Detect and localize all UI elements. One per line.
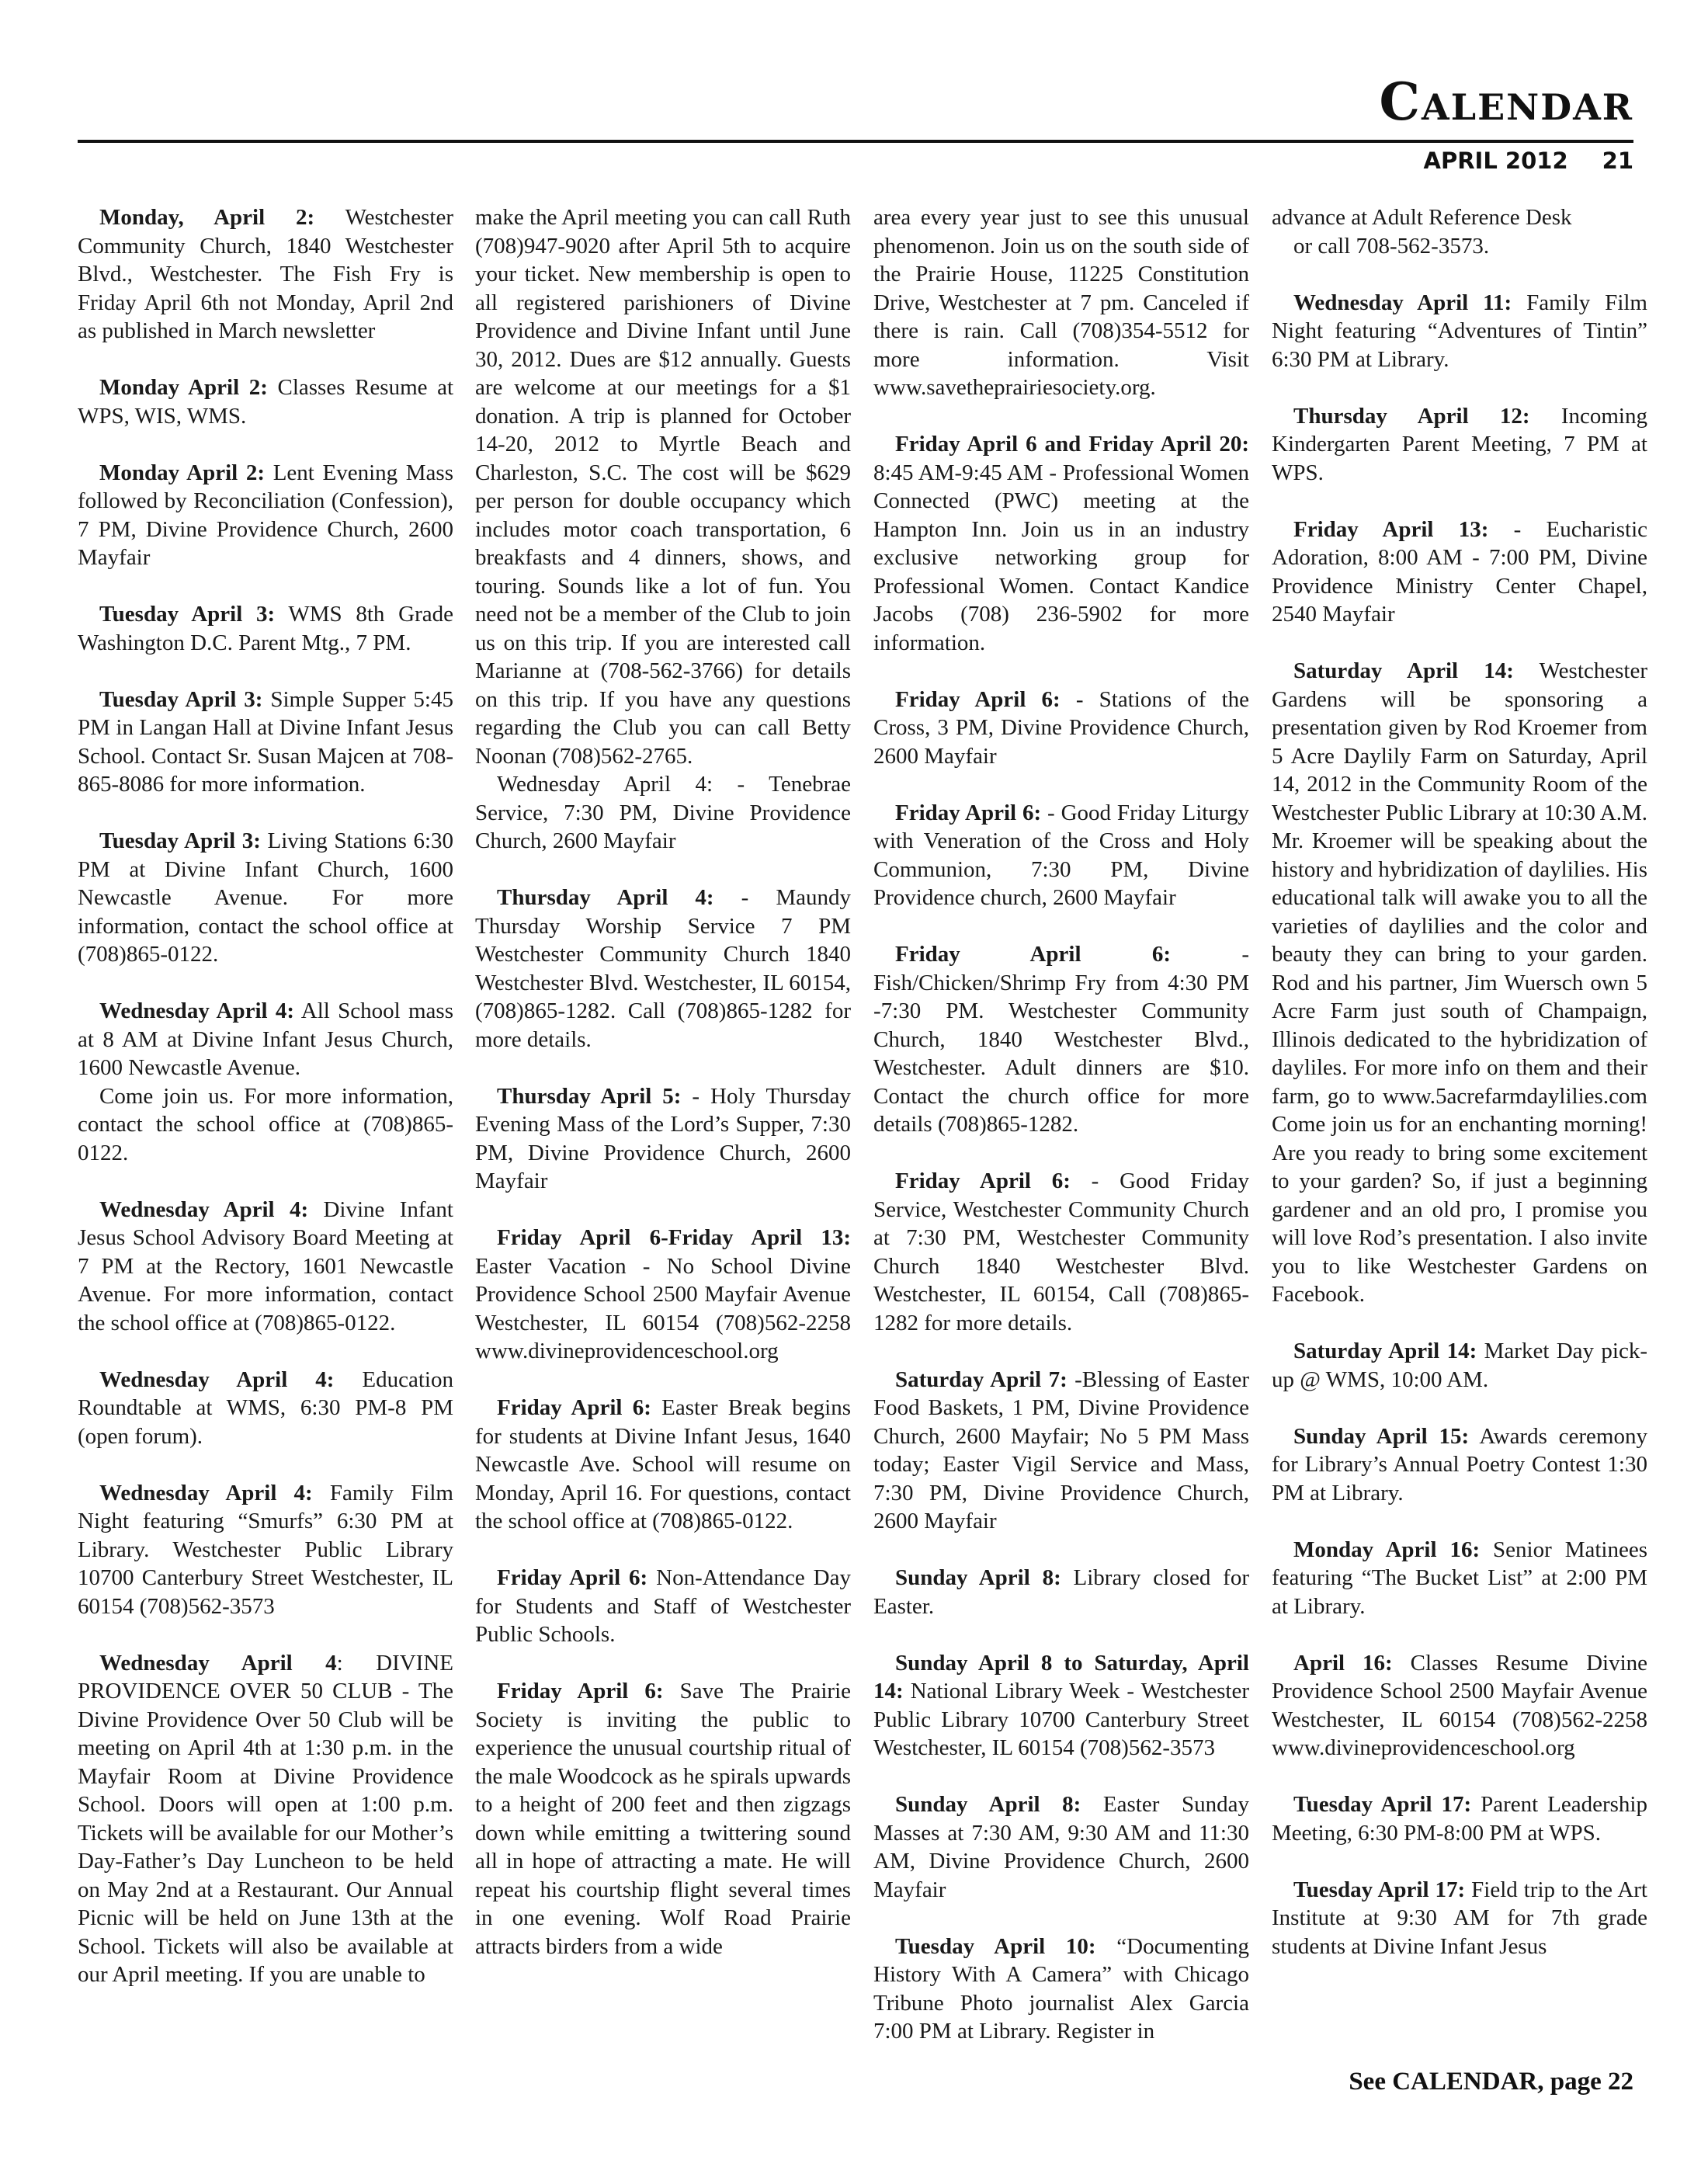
- entry-text: Market Day pick-up @ WMS, 10:00 AM.: [1272, 1339, 1647, 1392]
- entry-date-heading: Sunday April 8:: [895, 1565, 1061, 1590]
- entry-date-heading: Monday, April 2:: [99, 205, 315, 230]
- calendar-entry: [1272, 1337, 1647, 1394]
- entry-paragraph: [1272, 1536, 1647, 1621]
- calendar-entry: [1272, 1536, 1647, 1621]
- calendar-entry: [1272, 1422, 1647, 1508]
- calendar-column-1: [78, 203, 453, 2017]
- entry-text: Divine Infant Jesus School Advisory Board Meeting at 7 PM at the Rectory, 1601 Newcastle Avenue. For more information, contact the school office at (708)865-0122.: [78, 1196, 453, 1335]
- entry-paragraph: [78, 1366, 453, 1451]
- entry-text: “Documenting History With A Camera” with Chicago Tribune Photo journalist Alex Garcia 7:00 PM at Library. Register in: [873, 1933, 1249, 2044]
- entry-text: make the April meeting you can call Ruth (708)947-9020 after April 5th to acquire your ticket. New membership is open to all registered parishioners of Divine Providence and Divine Infant until June 30, 2012. Dues are $12 annually. Guests are welcome at our meetings for a $1 donation. A trip is planned for October 14-20, 2012 to Myrtle Beach and Charleston, S.C. The cost will be $629 per person for double occupancy which includes motor coach transportation, 6 breakfasts and 4 dinners, shows, and touring. Sounds like a lot of fun. You need not be a member of the Club to join us on this trip. If you are interested call Marianne at (708-562-3766) for details on this trip. If you have any questions regarding the Club you can call Betty Noonan (708)562-2765.: [475, 205, 852, 769]
- entry-date-heading: Thursday April 5:: [497, 1083, 682, 1109]
- section-title: Calendar: [1379, 71, 1633, 132]
- calendar-entry: [873, 686, 1249, 771]
- entry-date-heading: Wednesday April 4:: [99, 998, 295, 1023]
- calendar-entry: [873, 1649, 1249, 1762]
- entry-continuation: or call 708-562-3573.: [1293, 233, 1490, 259]
- entry-paragraph: [78, 827, 453, 969]
- entry-paragraph: [873, 1933, 1249, 2046]
- entry-paragraph: [1272, 1790, 1647, 1847]
- entry-text: Parent Leadership Meeting, 6:30 PM-8:00 PM at WPS.: [1272, 1792, 1647, 1846]
- entry-text: Lent Evening Mass followed by Reconciliation (Confession), 7 PM, Divine Providence Church, 2600 Mayfair: [78, 460, 454, 570]
- entry-date-heading: Friday April 6:: [497, 1565, 648, 1590]
- entry-text: Senior Matinees featuring “The Bucket List” at 2:00 PM at Library.: [1272, 1537, 1648, 1619]
- entry-paragraph: [1272, 1649, 1647, 1762]
- calendar-entry: [78, 1366, 453, 1451]
- entry-text: 8:45 AM-9:45 AM - Professional Women Connected (PWC) meeting at the Hampton Inn. Join us in an industry exclusive networking group for Professional Women. Contact Kandice Jacobs (708) 236-5902 for more information.: [873, 460, 1249, 655]
- entry-date-heading: Wednesday April 4:: [99, 1367, 335, 1392]
- entry-paragraph: [873, 686, 1249, 771]
- entry-paragraph: [873, 799, 1249, 912]
- entry-continuation: Come join us. For more information, contact the school office at (708)865-0122.: [78, 1083, 453, 1165]
- entry-text: Library closed for Easter.: [873, 1565, 1249, 1619]
- entry-text: Classes Resume Divine Providence School 2500 Mayfair Avenue Westchester, IL 60154 (708)562-2258 www.divineprovidenceschool.org: [1272, 1650, 1648, 1760]
- entry-date-heading: Saturday April 14:: [1293, 1339, 1477, 1363]
- entry-paragraph: [873, 1790, 1249, 1904]
- entry-text: - Good Friday Service, Westchester Community Church at 7:30 PM, Westchester Community Church 1840 Westchester Blvd. Westchester, IL 60154, Call (708)865-1282 for more details.: [873, 1169, 1249, 1335]
- entry-paragraph: [78, 600, 453, 657]
- entry-paragraph: [475, 1564, 851, 1649]
- entry-paragraph: [78, 686, 453, 799]
- entry-paragraph: [475, 884, 851, 1054]
- calendar-entry: [78, 600, 453, 657]
- calendar-entry: [1272, 1876, 1647, 1961]
- entry-date-heading: Wednesday April 4:: [99, 1196, 309, 1222]
- calendar-entry: [873, 799, 1249, 912]
- calendar-entry: [873, 203, 1249, 402]
- entry-date-heading: Friday April 6:: [895, 800, 1042, 825]
- entry-date-heading: April 16:: [1293, 1650, 1393, 1676]
- calendar-entry: [873, 1933, 1249, 2046]
- entry-text: Education Roundtable at WMS, 6:30 PM-8 PM (open forum).: [78, 1367, 453, 1449]
- calendar-column-2: [475, 203, 851, 1989]
- entry-text: area every year just to see this unusual phenomenon. Join us on the south side of the Prairie House, 11225 Constitution Drive, Westchester at 7 pm. Canceled if there is rain. Call (708)354-5512 for more information. Visit www.savetheprairiesociety.org.: [873, 205, 1249, 400]
- entry-text: advance at Adult Reference Desk: [1272, 205, 1572, 230]
- entry-paragraph: [475, 1677, 851, 1960]
- entry-text: Save The Prairie Society is inviting the public to experience the unusual courtship ritual of the male Woodcock as he spirals upwards to a height of 200 feet and then zigzags down while emitting a twittering sound all in hope of attracting a mate. He will repeat his courtship flight several times in one evening. Wolf Road Prairie attracts birders from a wide: [475, 1679, 852, 1959]
- issue-date: APRIL 2012: [1423, 148, 1568, 174]
- entry-paragraph: [1272, 516, 1647, 629]
- entry-text: Living Stations 6:30 PM at Divine Infant Church, 1600 Newcastle Avenue. For more information, contact the school office at (708)865-0122.: [78, 828, 453, 967]
- entry-date-heading: Monday April 2:: [99, 375, 268, 400]
- entry-continuation: Wednesday April 4: - Tenebrae Service, 7:30 PM, Divine Providence Church, 2600 Mayfair: [475, 772, 851, 853]
- entry-date-heading: Tuesday April 3:: [99, 686, 263, 712]
- calendar-entry: [873, 1167, 1249, 1337]
- entry-date-heading: Sunday April 15:: [1293, 1423, 1470, 1449]
- calendar-entry: [873, 1790, 1249, 1904]
- entry-date-heading: Tuesday April 10:: [895, 1933, 1096, 1959]
- calendar-entry: [1272, 516, 1647, 629]
- calendar-entry: [475, 1564, 851, 1649]
- entry-text: Field trip to the Art Institute at 9:30 AM for 7th grade students at Divine Infant Jesus: [1272, 1877, 1647, 1959]
- header-rule: [78, 140, 1633, 143]
- entry-date-heading: Friday April 6:: [497, 1679, 664, 1703]
- calendar-entry: [78, 1479, 453, 1621]
- calendar-column-3: [873, 203, 1249, 2074]
- entry-paragraph: [873, 1167, 1249, 1337]
- calendar-entry: [475, 1224, 851, 1366]
- calendar-entry: [475, 1082, 851, 1196]
- entry-paragraph: [78, 203, 453, 346]
- entry-text: - Holy Thursday Evening Mass of the Lord’s Supper, 7:30 PM, Divine Providence Church, 2600 Mayfair: [475, 1083, 851, 1193]
- calendar-entry: [873, 1366, 1249, 1536]
- entry-text: - Stations of the Cross, 3 PM, Divine Providence Church, 2600 Mayfair: [873, 686, 1250, 769]
- calendar-entry: [1272, 1649, 1647, 1762]
- calendar-entry: [78, 373, 453, 430]
- entry-date-heading: Sunday April 8:: [895, 1792, 1081, 1817]
- entry-date-heading: Saturday April 7:: [895, 1367, 1068, 1392]
- issue-line: [1424, 148, 1633, 174]
- calendar-entry: [873, 1564, 1249, 1620]
- calendar-entry: [873, 430, 1249, 657]
- entry-date-heading: Friday April 6 and Friday April 20:: [895, 432, 1249, 457]
- entry-paragraph: [475, 1082, 851, 1196]
- calendar-entry: [1272, 203, 1647, 260]
- entry-text: Incoming Kindergarten Parent Meeting, 7 PM at WPS.: [1272, 403, 1647, 485]
- entry-date-heading: Monday April 2:: [99, 460, 266, 485]
- calendar-entry: [78, 827, 453, 969]
- calendar-entry: [475, 1394, 851, 1536]
- entry-text: Easter Vacation - No School Divine Providence School 2500 Mayfair Avenue Westchester, IL 60154 (708)562-2258 www.divineprovidenceschool.org: [475, 1253, 851, 1363]
- entry-text: Awards ceremony for Library’s Annual Poetry Contest 1:30 PM at Library.: [1272, 1423, 1647, 1505]
- entry-paragraph: [873, 940, 1249, 1139]
- calendar-entry: [873, 940, 1249, 1139]
- calendar-entry: [78, 459, 453, 572]
- entry-paragraph: [873, 1564, 1249, 1620]
- entry-paragraph: [78, 1649, 453, 1989]
- entry-date-heading: Saturday April 14:: [1293, 658, 1514, 683]
- calendar-entry: [1272, 402, 1647, 488]
- entry-paragraph: [1272, 402, 1647, 488]
- entry-date-heading: Thursday April 4:: [497, 885, 714, 910]
- entry-date-heading: Tuesday April 17:: [1293, 1792, 1472, 1817]
- entry-paragraph: [873, 1649, 1249, 1762]
- calendar-column-4: [1272, 203, 1647, 1989]
- entry-paragraph: [78, 373, 453, 430]
- entry-paragraph: [1272, 1422, 1647, 1508]
- entry-text: WMS 8th Grade Washington D.C. Parent Mtg., 7 PM.: [78, 602, 453, 655]
- entry-date-heading: Friday April 6-Friday April 13:: [497, 1225, 851, 1250]
- entry-paragraph: [1272, 1337, 1647, 1394]
- entry-text: All School mass at 8 AM at Divine Infant Jesus Church, 1600 Newcastle Avenue.: [78, 998, 454, 1080]
- entry-date-heading: Tuesday April 3:: [99, 828, 261, 853]
- entry-text: Westchester Community Church, 1840 Westchester Blvd., Westchester. The Fish Fry is Friday April 6th not Monday, April 2nd as published in March newsletter: [78, 205, 453, 343]
- entry-paragraph: [475, 1224, 851, 1366]
- entry-date-heading: Friday April 6:: [497, 1395, 651, 1420]
- entry-text: Easter Sunday Masses at 7:30 AM, 9:30 AM and 11:30 AM, Divine Providence Church, 2600 Mayfair: [873, 1792, 1249, 1902]
- entry-paragraph: [1272, 657, 1647, 1309]
- calendar-entry: [475, 1677, 851, 1960]
- entry-date-heading: Wednesday April 4: [99, 1650, 337, 1676]
- calendar-entry: [78, 997, 453, 1167]
- entry-text: -Blessing of Easter Food Baskets, 1 PM, Divine Providence Church, 2600 Mayfair; No 5 PM Mass today; Easter Vigil Service and Mass, 7:30 PM, Divine Providence Church, 2600 Mayfair: [873, 1367, 1249, 1533]
- entry-paragraph: [1272, 289, 1647, 374]
- page-number: 21: [1602, 148, 1633, 174]
- entry-paragraph: [78, 997, 453, 1082]
- entry-text: National Library Week - Westchester Public Library 10700 Canterbury Street Westchester, IL 60154 (708)562-3573: [873, 1679, 1249, 1760]
- entry-paragraph: [475, 203, 851, 770]
- continuation-note: See CALENDAR, page 22: [1349, 2068, 1633, 2096]
- entry-text: - Maundy Thursday Worship Service 7 PM Westchester Community Church 1840 Westchester Blvd. Westchester, IL 60154, (708)865-1282. Call (708)865-1282 for more details.: [475, 885, 851, 1052]
- entry-date-heading: Friday April 13:: [1293, 516, 1489, 542]
- entry-date-heading: Friday April 6:: [895, 1169, 1071, 1193]
- entry-text: - Fish/Chicken/Shrimp Fry from 4:30 PM -7:30 PM. Westchester Community Church, 1840 Westchester Blvd., Westchester. Adult dinners are $10. Contact the church office for more details (708)865-1282.: [873, 942, 1249, 1137]
- entry-paragraph: [78, 1479, 453, 1621]
- entry-text: Family Film Night featuring “Adventures of Tintin” 6:30 PM at Library.: [1272, 290, 1647, 372]
- calendar-entry: [1272, 289, 1647, 374]
- entry-date-heading: Wednesday April 4:: [99, 1480, 313, 1505]
- entry-paragraph: [1272, 203, 1647, 232]
- entry-text: Non-Attendance Day for Students and Staff of Westchester Public Schools.: [475, 1565, 851, 1647]
- entry-paragraph: [873, 430, 1249, 657]
- entry-date-heading: Wednesday April 11:: [1293, 290, 1512, 315]
- entry-text: - Eucharistic Adoration, 8:00 AM - 7:00 PM, Divine Providence Ministry Center Chapel, 2540 Mayfair: [1272, 516, 1647, 627]
- entry-date-heading: Friday April 6:: [895, 686, 1061, 712]
- entry-text: Easter Break begins for students at Divine Infant Jesus, 1640 Newcastle Ave. School will resume on Monday, April 16. For questions, contact the school office at (708)865-0122.: [475, 1395, 852, 1533]
- calendar-entry: [475, 884, 851, 1054]
- entry-paragraph: [78, 1196, 453, 1338]
- entry-text: Westchester Gardens will be sponsoring a presentation given by Rod Kroemer from 5 Acre Daylily Farm on Saturday, April 14, 2012 in the Community Room of the Westchester Public Library at 10:30 A.M. Mr. Kroemer will be speaking about the history and hybridization of daylilies. His educational talk will awake you to all the varieties of daylilies and the color and beauty they can bring to your garden. Rod and his partner, Jim Wuersch own 5 Acre Farm just south of Champaign, Illinois dedicated to the hybridization of dayliles. For more info on them and their farm, go to www.5acrefarmdaylilies.com Come join us for an enchanting morning! Are you ready to bring some excitement to your garden? So, if just a beginning gardener and an old pro, I promise you will love Rod’s presentation. I also invite you to like Westchester Gardens on Facebook.: [1272, 658, 1647, 1307]
- calendar-entry: [78, 203, 453, 346]
- entry-date-heading: Monday April 16:: [1293, 1537, 1481, 1562]
- entry-date-heading: Tuesday April 3:: [99, 602, 276, 627]
- entry-paragraph: [475, 1394, 851, 1536]
- entry-date-heading: Friday April 6:: [895, 942, 1172, 967]
- entry-paragraph: [1272, 1876, 1647, 1961]
- entry-text: Classes Resume at WPS, WIS, WMS.: [78, 375, 453, 429]
- entry-date-heading: Thursday April 12:: [1293, 403, 1530, 429]
- entry-paragraph: [873, 203, 1249, 402]
- entry-text: Family Film Night featuring “Smurfs” 6:30 PM at Library. Westchester Public Library 10700 Canterbury Street Westchester, IL 60154 (708)562-3573: [78, 1480, 453, 1619]
- entry-text: - Good Friday Liturgy with Veneration of the Cross and Holy Communion, 7:30 PM, Divine Providence church, 2600 Mayfair: [873, 800, 1250, 910]
- entry-paragraph: [873, 1366, 1249, 1536]
- entry-paragraph: [78, 459, 453, 572]
- entry-text: : DIVINE PROVIDENCE OVER 50 CLUB - The Divine Providence Over 50 Club will be meeting on April 4th at 1:30 p.m. in the Mayfair Room at Divine Providence School. Doors will open at 1:00 p.m. Tickets will be available for our Mother’s Day-Father’s Day Luncheon to be held on May 2nd at a Restaurant. Our Annual Picnic will be held on June 13th at the School. Tickets will also be available at our April meeting. If you are unable to: [78, 1650, 453, 1987]
- entry-date-heading: Sunday April 8 to Saturday, April 14:: [873, 1650, 1249, 1703]
- calendar-entry: [78, 1649, 453, 1989]
- calendar-entry: [78, 686, 453, 799]
- calendar-entry: [78, 1196, 453, 1338]
- calendar-entry: [1272, 1790, 1647, 1847]
- entry-date-heading: Tuesday April 17:: [1293, 1877, 1466, 1902]
- entry-text: Simple Supper 5:45 PM in Langan Hall at Divine Infant Jesus School. Contact Sr. Susan Majcen at 708-865-8086 for more information.: [78, 686, 453, 797]
- calendar-entry: [1272, 657, 1647, 1309]
- calendar-entry: [475, 203, 851, 856]
